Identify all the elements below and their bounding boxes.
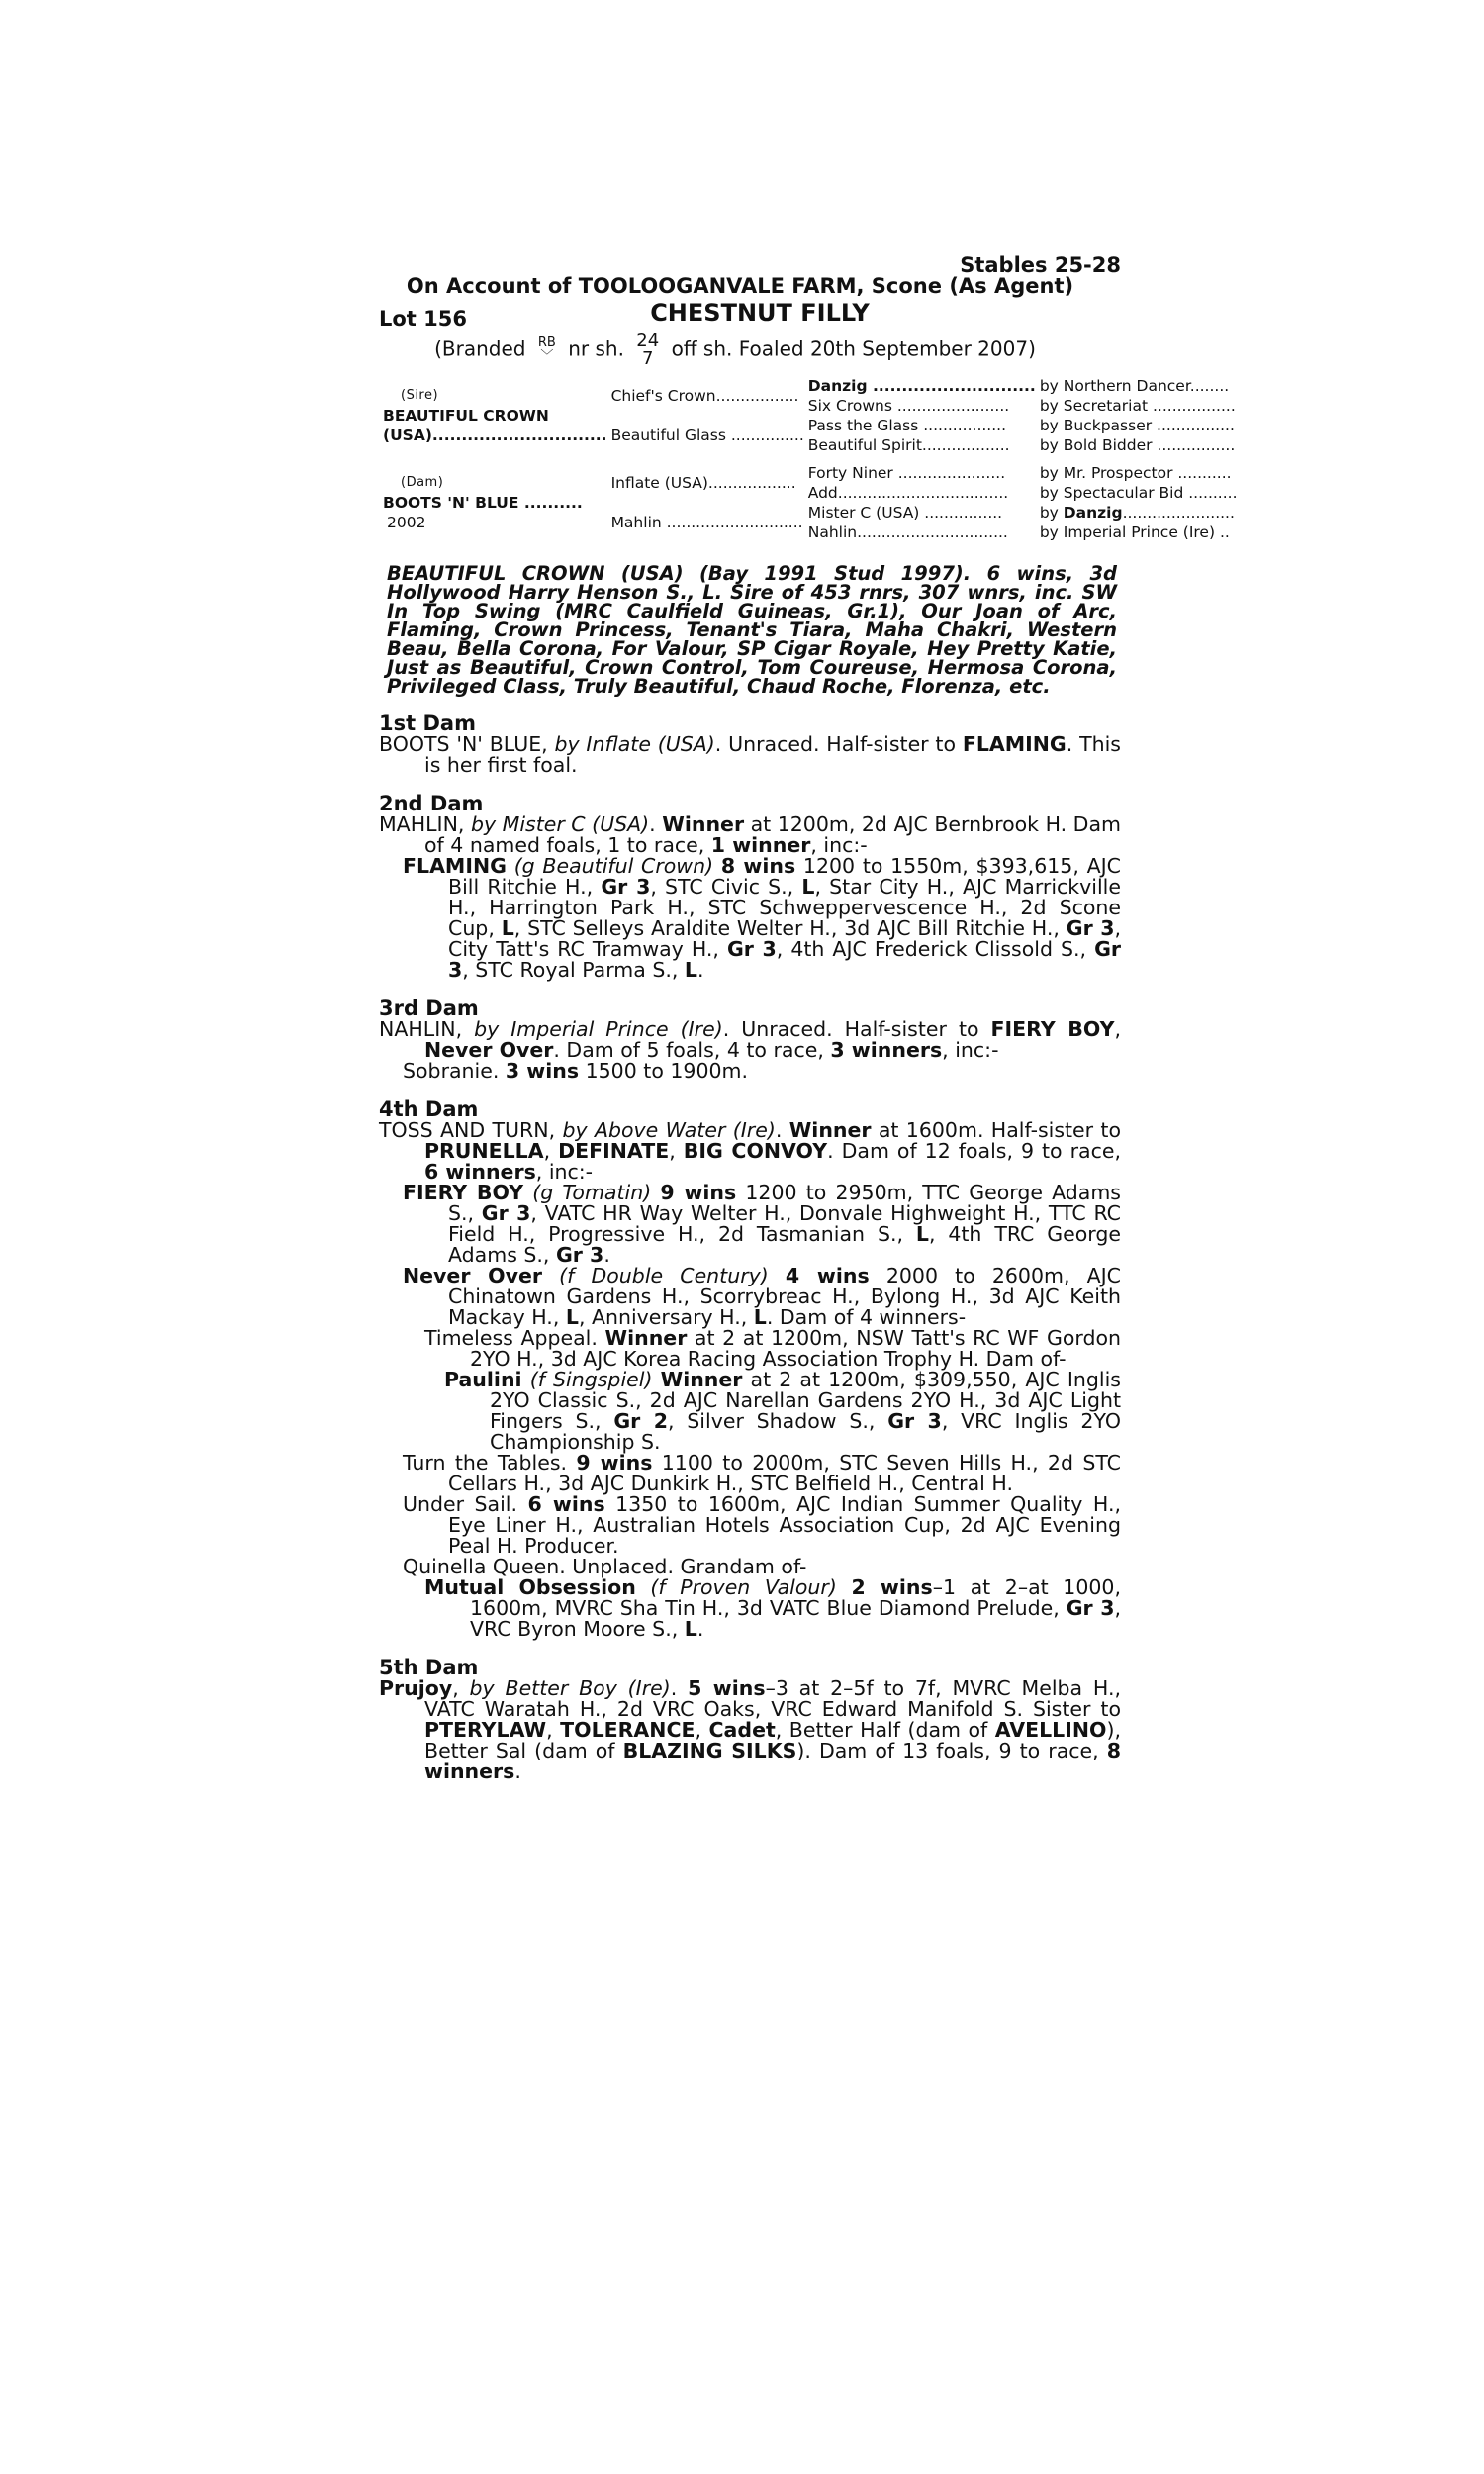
- progeny-turn-the-tables: Turn the Tables. 9 wins 1100 to 2000m, STC Seven Hills H., 2d STC Cellars H., 3d AJC Dunkirk H., STC Belfield H., Central H.: [403, 1451, 1121, 1495]
- brand-suffix: off sh. Foaled 20th September 2007): [671, 336, 1036, 361]
- lot-row: [379, 299, 1121, 333]
- fifth-dam-text: Prujoy, by Better Boy (Ire). 5 wins–3 at 2–5f to 7f, MVRC Melba H., VATC Waratah H., 2d VRC Oaks, VRC Edward Manifold S. Sister to PTERYLAW, TOLERANCE, Cadet, Better Half (dam of AVELLINO), Better Sal (dam of BLAZING SILKS). Dam of 13 foals, 9 to race, 8 winners.: [379, 1676, 1121, 1783]
- progeny-mutual-obsession: Mutual Obsession (f Proven Valour) 2 wins–1 at 2–at 1000, 1600m, MVRC Sha Tin H., 3d VATC Blue Diamond Prelude, Gr 3, VRC Byron Moore S., L.: [424, 1575, 1121, 1641]
- sire-description: BEAUTIFUL CROWN (USA) (Bay 1991 Stud 1997). 6 wins, 3d Hollywood Harry Henson S., L. Sire of 453 rnrs, 307 wnrs, inc. SW In Top Swing (MRC Caulfield Guineas, Gr.1), Our Joan of Arc, Flaming, Crown Princess, Tenant's Tiara, Maha Chakri, Western Beau, Bella Corona, For Valour, SP Cigar Royale, Hey Pretty Katie, Just as Beautiful, Crown Control, Tom Coureuse, Hermosa Corona, Privileged Class, Truly Beautiful, Chaud Roche, Florenza, etc.: [387, 562, 1117, 698]
- progeny-under-sail: Under Sail. 6 wins 1350 to 1600m, AJC Indian Summer Quality H., Eye Liner H., Australian Hotels Association Cup, 2d AJC Evening Peal H. Producer.: [403, 1492, 1121, 1558]
- gen3-5: Add...................................: [807, 484, 1009, 502]
- fourth-dam-text: TOSS AND TURN, by Above Water (Ire). Winner at 1600m. Half-sister to PRUNELLA, DEFINATE, BIG CONVOY. Dam of 12 foals, 9 to race, 6 winners, inc:-: [379, 1118, 1122, 1184]
- gen4-7: by Imperial Prince (Ire) ..: [1039, 523, 1230, 541]
- second-dam-text: MAHLIN, by Mister C (USA). Winner at 1200m, 2d AJC Bernbrook H. Dam of 4 named foals, 1 to race, 1 winner, inc:-: [379, 812, 1121, 857]
- gen3-1: Six Crowns .......................: [807, 397, 1010, 415]
- lot-number: Lot 156: [379, 307, 467, 331]
- progeny-timeless-appeal: Timeless Appeal. Winner at 2 at 1200m, NSW Tatt's RC WF Gordon 2YO H., 3d AJC Korea Racing Association Trophy H. Dam of-: [424, 1326, 1121, 1371]
- gen4-0: by Northern Dancer........: [1039, 377, 1230, 395]
- catalogue-page: [379, 253, 1238, 1783]
- granddam-sire-side: Beautiful Glass ...............: [610, 427, 804, 444]
- granddam: Mahlin ............................: [610, 514, 803, 531]
- first-dam-heading: 1st Dam: [379, 712, 476, 735]
- third-dam-heading: 3rd Dam: [379, 997, 479, 1020]
- dam-cell: (Dam) BOOTS 'N' BLUE .......... 2002: [383, 475, 583, 531]
- gen4-5: by Spectacular Bid ..........: [1039, 484, 1238, 502]
- brand-mark-icon: RB ﹀: [537, 335, 556, 364]
- vendor-account: On Account of TOOLOOGANVALE FARM, Scone (As Agent): [406, 274, 1074, 298]
- sire-cell: (Sire) BEAUTIFUL CROWN (USA)..............................: [383, 388, 607, 444]
- progeny-paulini: Paulini (f Singspiel) Winner at 2 at 1200m, $309,550, AJC Inglis 2YO Classic S., 2d AJC Narellan Gardens 2YO H., 3d AJC Light Fingers S., Gr 2, Silver Shadow S., Gr 3, VRC Inglis 2YO Championship S.: [444, 1368, 1121, 1454]
- gen3-7: Nahlin...............................: [807, 523, 1008, 541]
- gen3-6: Mister C (USA) ................: [807, 504, 1003, 522]
- progeny-never-over: Never Over (f Double Century) 4 wins 2000 to 2600m, AJC Chinatown Gardens H., Scorrybreac H., Bylong H., 3d AJC Keith Mackay H., L, Anniversary H., L. Dam of 4 winners-: [403, 1264, 1121, 1329]
- gen4-2: by Buckpasser ................: [1039, 417, 1235, 434]
- gen4-3: by Bold Bidder ................: [1039, 436, 1236, 454]
- horse-title: CHESTNUT FILLY: [650, 299, 870, 327]
- third-dam-text: NAHLIN, by Imperial Prince (Ire). Unraced. Half-sister to FIERY BOY, Never Over. Dam of 5 foals, 4 to race, 3 winners, inc:-: [379, 1017, 1121, 1062]
- progeny-fiery-boy: FIERY BOY (g Tomatin) 9 wins 1200 to 2950m, TTC George Adams S., Gr 3, VATC HR Way Welter H., Donvale Highweight H., TTC RC Field H., Progressive H., 2d Tasmanian S., L, 4th TRC George Adams S., Gr 3.: [403, 1181, 1121, 1267]
- fourth-dam-heading: 4th Dam: [379, 1097, 479, 1121]
- gen3-2: Pass the Glass .................: [807, 417, 1007, 434]
- second-dam-heading: 2nd Dam: [379, 792, 484, 815]
- gen4-1: by Secretariat .................: [1039, 397, 1236, 415]
- brand-line: [349, 331, 1121, 369]
- progeny-sobranie: Sobranie. 3 wins 1500 to 1900m.: [403, 1059, 749, 1083]
- brand-mid: nr sh.: [568, 336, 624, 361]
- first-dam-text: BOOTS 'N' BLUE, by Inflate (USA). Unraced. Half-sister to FLAMING. This is her first foal.: [379, 732, 1121, 777]
- grandsire: Chief's Crown.................: [610, 387, 799, 405]
- stables-label: Stables 25-28: [960, 253, 1121, 277]
- damsire: Inflate (USA)..................: [610, 474, 796, 492]
- gen3-0: Danzig ............................: [807, 377, 1036, 395]
- brand-number: 24 7: [636, 331, 660, 369]
- brand-prefix: (Branded: [434, 336, 526, 361]
- gen4-6: by Danzig.......................: [1039, 504, 1235, 522]
- progeny-quinella-queen: Quinella Queen. Unplaced. Grandam of-: [403, 1555, 807, 1578]
- pedigree-table: [379, 376, 1238, 542]
- fifth-dam-heading: 5th Dam: [379, 1656, 479, 1679]
- gen3-4: Forty Niner ......................: [807, 464, 1006, 482]
- gen3-3: Beautiful Spirit..................: [807, 436, 1010, 454]
- gen4-4: by Mr. Prospector ...........: [1039, 464, 1232, 482]
- progeny-flaming: FLAMING (g Beautiful Crown) 8 wins 1200 to 1550m, $393,615, AJC Bill Ritchie H., Gr 3, STC Civic S., L, Star City H., AJC Marrickville H., Harrington Park H., STC Schweppervescence H., 2d Scone Cup, L, STC Selleys Araldite Welter H., 3d AJC Bill Ritchie H., Gr 3, City Tatt's RC Tramway H., Gr 3, 4th AJC Frederick Clissold S., Gr 3, STC Royal Parma S., L.: [403, 854, 1121, 982]
